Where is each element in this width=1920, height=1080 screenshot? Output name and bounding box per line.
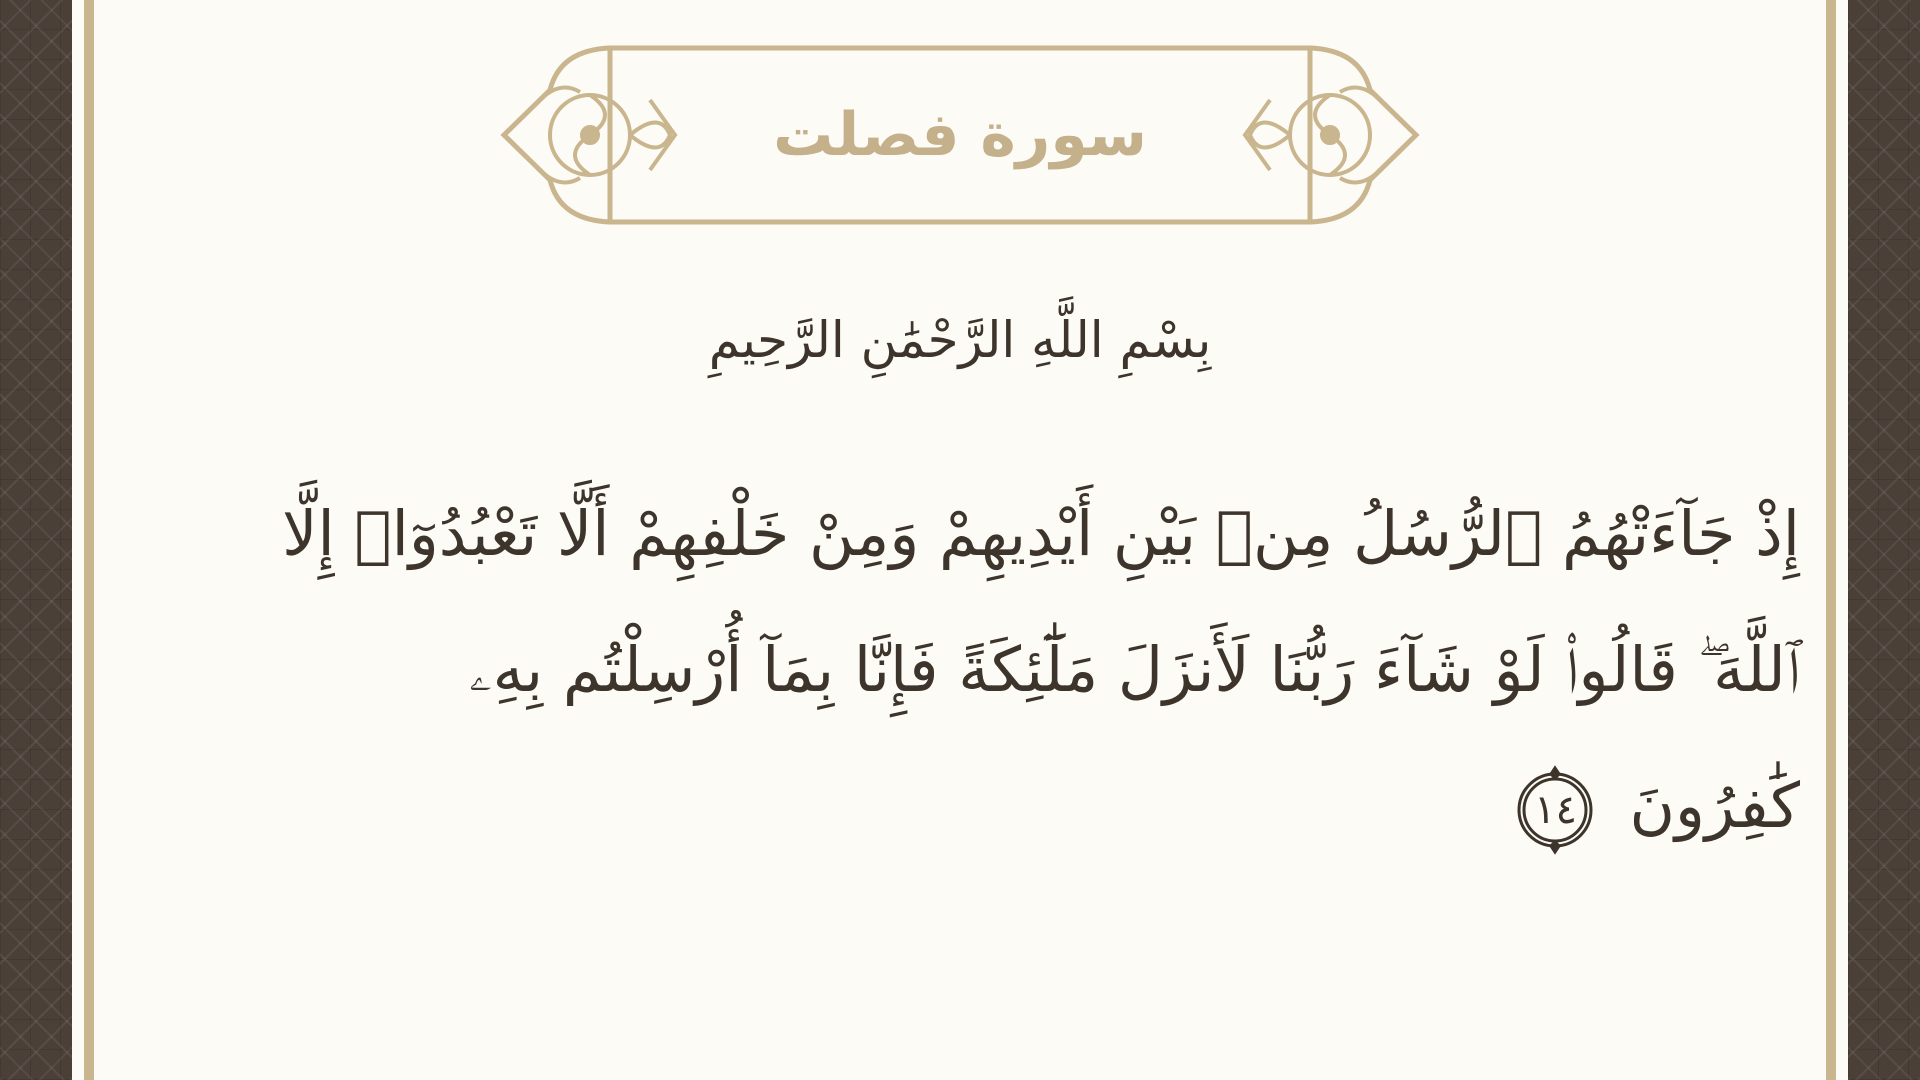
basmala: بِسْمِ اللَّهِ الرَّحْمَٰنِ الرَّحِيمِ: [708, 311, 1212, 369]
verse-line: إِذْ جَآءَتْهُمُ ٱلرُّسُلُ مِنۢ بَيْنِ أَيْدِيهِمْ وَمِنْ خَلْفِهِمْ أَلَّا تَعْبُدُوٓا۟ إِلَّا: [282, 497, 1800, 570]
verse-line-text: كَٰفِرُونَ: [1629, 769, 1800, 842]
right-gold-rule: [1826, 0, 1836, 1080]
ayah-number-marker: [1509, 764, 1601, 856]
surah-title: سورة فصلت: [773, 100, 1147, 170]
ayah-number: ١٤: [1533, 786, 1577, 833]
left-gold-rule: [84, 0, 94, 1080]
surah-title-banner: [500, 40, 1420, 230]
verse-text: [282, 466, 1800, 874]
left-ornamental-border: [0, 0, 72, 1080]
right-ornamental-border: [1848, 0, 1920, 1080]
verse-line-last: [360, 738, 1800, 874]
verse-line: ٱللَّهَ ۖ قَالُوا۟ لَوْ شَآءَ رَبُّنَا لَأَنزَلَ مَلَٰٓئِكَةً فَإِنَّا بِمَآ أُرْسِلْتُم بِهِۦ: [469, 633, 1800, 706]
